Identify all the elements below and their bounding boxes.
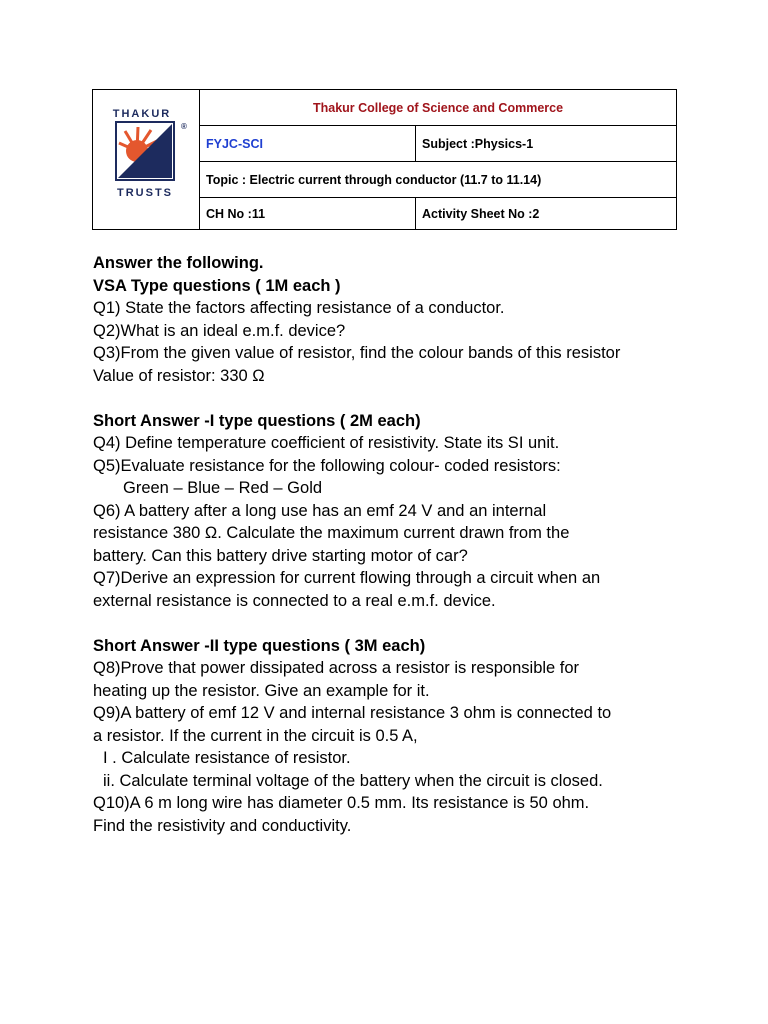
- logo-bottom-text: TRUSTS: [117, 187, 173, 199]
- question-line: battery. Can this battery drive starting motor of car?: [93, 546, 468, 565]
- question-line: Q8)Prove that power dissipated across a resistor is responsible for: [93, 659, 580, 677]
- chapter-label: CH No :11: [200, 198, 416, 230]
- college-name: Thakur College of Science and Commerce: [200, 90, 677, 126]
- question-subpart: I . Calculate resistance of resistor.: [103, 749, 351, 767]
- header-table: [92, 89, 677, 230]
- question-line: Q4) Define temperature coefficient of resistivity. State its SI unit.: [93, 434, 560, 452]
- logo-registered-mark: ®: [181, 122, 187, 131]
- question-line: resistance 380 Ω. Calculate the maximum current drawn from the: [93, 524, 570, 542]
- question-line: Q3)From the given value of resistor, find the colour bands of this resistor: [93, 344, 621, 362]
- question-body: [93, 252, 693, 837]
- question-line: Green – Blue – Red – Gold: [123, 479, 323, 497]
- question-line: heating up the resistor. Give an example for it.: [93, 681, 430, 700]
- question-line: Q1) State the factors affecting resistance of a conductor.: [93, 299, 505, 317]
- question-line: Value of resistor: 330 Ω: [93, 366, 265, 385]
- question-line: Q2)What is an ideal e.m.f. device?: [93, 321, 346, 340]
- question-line: a resistor. If the current in the circuit is 0.5 A,: [93, 726, 418, 745]
- question-line: Q5)Evaluate resistance for the following colour- coded resistors:: [93, 456, 561, 475]
- spacer: [93, 387, 693, 410]
- logo-top-text: THAKUR: [112, 108, 172, 120]
- question-line: external resistance is connected to a real e.m.f. device.: [93, 591, 496, 610]
- section-heading-short-answer-2: Short Answer -II type questions ( 3M each): [93, 636, 426, 655]
- instruction-heading: Answer the following.: [93, 254, 264, 272]
- question-line: Q10)A 6 m long wire has diameter 0.5 mm. Its resistance is 50 ohm.: [93, 794, 590, 812]
- spacer: [93, 612, 693, 635]
- activity-sheet-label: Activity Sheet No :2: [416, 198, 677, 230]
- section-heading-short-answer-1: Short Answer -I type questions ( 2M each): [93, 411, 421, 430]
- question-line: Q6) A battery after a long use has an emf 24 V and an internal: [93, 501, 547, 520]
- section-heading-vsa: VSA Type questions ( 1M each ): [93, 276, 341, 295]
- question-line: Q7)Derive an expression for current flowing through a circuit when an: [93, 569, 601, 587]
- question-line: Find the resistivity and conductivity.: [93, 816, 352, 835]
- question-line: Q9)A battery of emf 12 V and internal resistance 3 ohm is connected to: [93, 704, 612, 722]
- logo-cell: [93, 90, 200, 230]
- class-label: FYJC-SCI: [200, 126, 416, 162]
- question-subpart: ii. Calculate terminal voltage of the battery when the circuit is closed.: [103, 771, 603, 790]
- subject-label: Subject :Physics-1: [416, 126, 677, 162]
- topic-label: Topic : Electric current through conductor (11.7 to 11.14): [200, 162, 677, 198]
- thakur-trusts-logo: [98, 103, 194, 213]
